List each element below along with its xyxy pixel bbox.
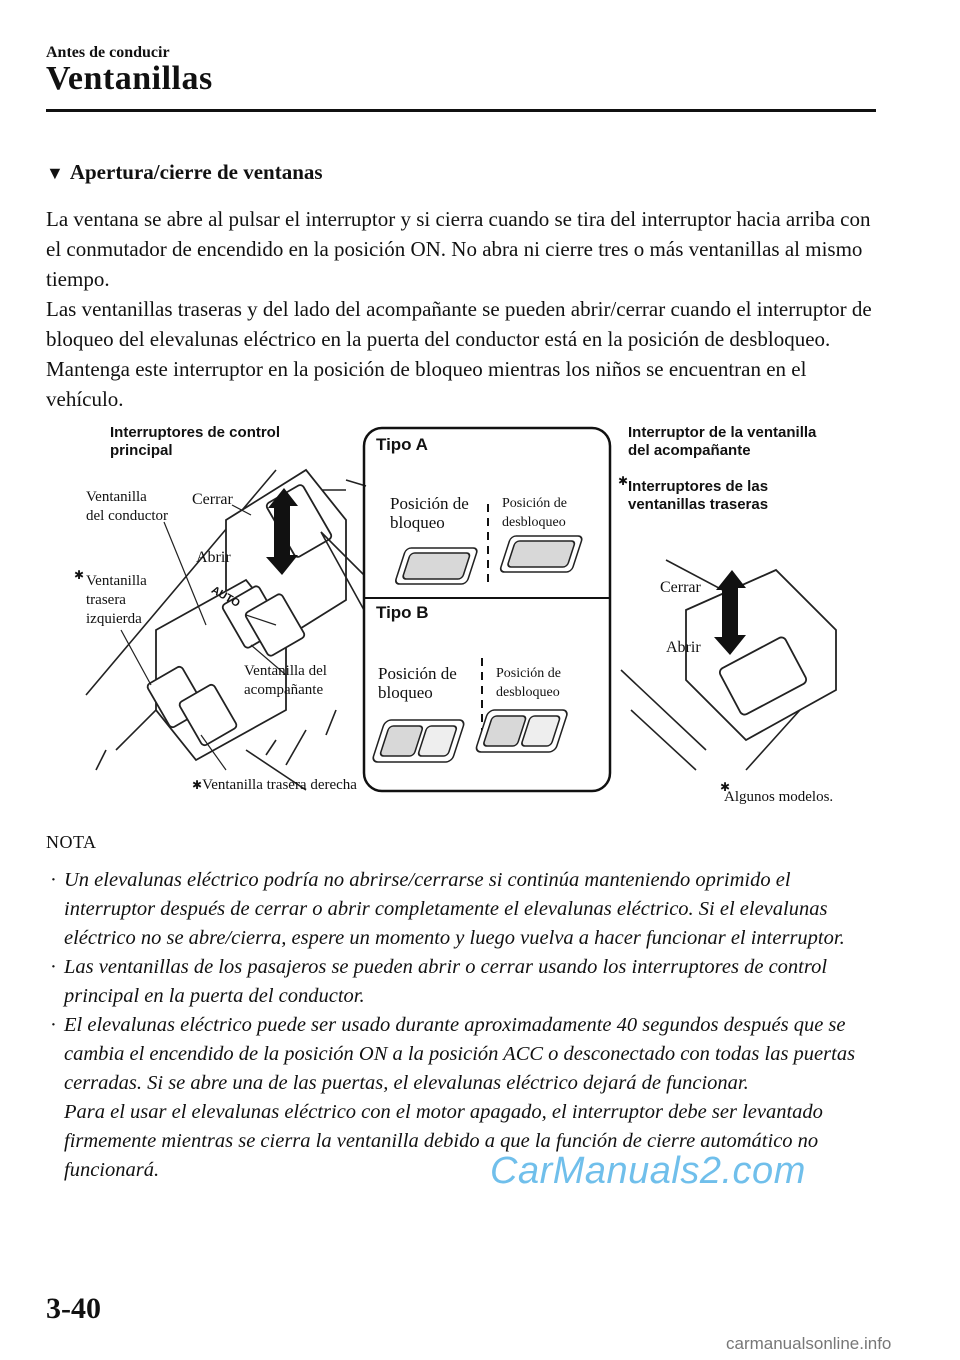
note-text: Para el usar el elevalunas eléctrico con el motor apagado, el interruptor debe ser levantado firmemente mientras se cierra la ventanilla debido a que la función de cierre automático no funcionará. [64,1101,823,1181]
triangle-marker-icon: ▼ [46,163,64,183]
label-line: del acompañante [628,442,751,459]
type-a-lock-label [390,494,469,532]
rear-left-window-label [74,568,147,629]
note-text: Un elevalunas eléctrico podría no abrirse/cerrarse si continúa manteniendo oprimido el interruptor después de cerrar o abrir completamente el elevalunas eléctrico. Si el elevalunas eléctrico no se abre/cierra, espere un momento y luego vuelva a hacer funcionar el interruptor. [64,869,845,949]
label-line: principal [110,442,173,459]
label-line: Ventanilla del [244,663,327,679]
passenger-open-label: Abrir [666,639,701,656]
label-line: Interruptores de control [110,424,281,441]
label-line: Ventanilla trasera derecha [202,777,357,793]
label-line: Interruptor de la ventanilla [628,424,817,441]
page-number: 3-40 [46,1292,101,1325]
type-a-unlock-label [502,494,567,532]
label-line: desbloqueo [496,685,560,700]
label-line: acompañante [244,682,324,698]
section-label: Antes de conducir [46,44,170,61]
passenger-switch-label [628,424,816,460]
site-credit: carmanualsonline.info [726,1334,892,1353]
note-label: NOTA [46,832,97,852]
label-line: Ventanilla [86,573,147,589]
label-line: bloqueo [390,513,445,532]
label-line: ventanillas traseras [628,496,769,513]
close-label: Cerrar [192,491,233,508]
label-line: del conductor [86,508,169,524]
body-paragraph: Las ventanillas traseras y del lado del acompañante se pueden abrir/cerrar cuando el interruptor de bloqueo del elevalunas eléctrico en la puerta del conductor está en la posición de desbloqueo. Mantenga este interruptor en la posición de bloqueo mientras los niños se encuentran en el vehículo. [46,297,872,411]
label-line: Posición de [496,666,561,681]
some-models-note [720,780,834,807]
open-label: Abrir [196,549,231,566]
label-line: trasera [86,592,126,608]
auto-label: AUTO [209,584,242,610]
asterisk-icon: ✱ [192,778,203,792]
note-text: Las ventanillas de los pasajeros se pueden abrir o cerrar usando los interruptores de control principal en la puerta del conductor. [64,956,828,1007]
window-switch-figure [46,410,876,810]
passenger-close-label: Cerrar [660,579,701,596]
driver-window-label [86,488,168,526]
subsection-heading [46,160,323,185]
label-line: Algunos modelos. [724,789,834,805]
note-list [46,866,886,1185]
bullet-icon: · [50,869,57,891]
label-line: Ventanilla [86,489,147,505]
bullet-icon: · [50,956,57,978]
passenger-window-label [244,662,327,700]
type-a-label: Tipo A [376,435,428,454]
label-line: izquierda [86,611,142,627]
label-line: Interruptores de las [628,478,769,495]
label-line: Posición de [390,494,469,513]
note-item [46,953,886,1011]
asterisk-icon: ✱ [618,474,629,488]
type-b-switches [372,710,569,762]
subsection-title: Apertura/cierre de ventanas [69,160,323,184]
rear-switches-label [618,474,769,514]
label-line: desbloqueo [502,515,566,530]
bullet-icon: · [50,1014,57,1036]
title-rule [46,109,876,112]
label-line: Posición de [378,664,457,683]
passenger-switch-block [686,570,836,740]
body-paragraph: La ventana se abre al pulsar el interruptor y si cierra cuando se tira del interruptor hacia arriba con el conmutador de encendido en la posición ON. No abra ni cierre tres o más ventanillas al mismo tiempo. [46,207,871,291]
asterisk-icon: ✱ [720,780,731,794]
label-line: Posición de [502,496,567,511]
note-text: El elevalunas eléctrico puede ser usado durante aproximadamente 40 segundos después que se cambia el encendido de la posición ON a la posición ACC o desconectado con todas las puertas cerradas. Si se abre una de las puertas, el elevalunas eléctrico dejará de funcionar. [64,1014,856,1094]
rear-right-window-label [192,776,357,795]
type-b-label: Tipo B [376,603,429,622]
type-b-lock-label [378,664,457,702]
type-b-unlock-label [496,664,561,702]
watermark: CarManuals2.com [490,1150,806,1192]
body-text [46,204,886,414]
page-title: Ventanillas [46,60,213,97]
main-switches-label [110,424,280,460]
label-line: bloqueo [378,683,433,702]
asterisk-icon: ✱ [74,568,85,582]
note-item [46,866,886,953]
